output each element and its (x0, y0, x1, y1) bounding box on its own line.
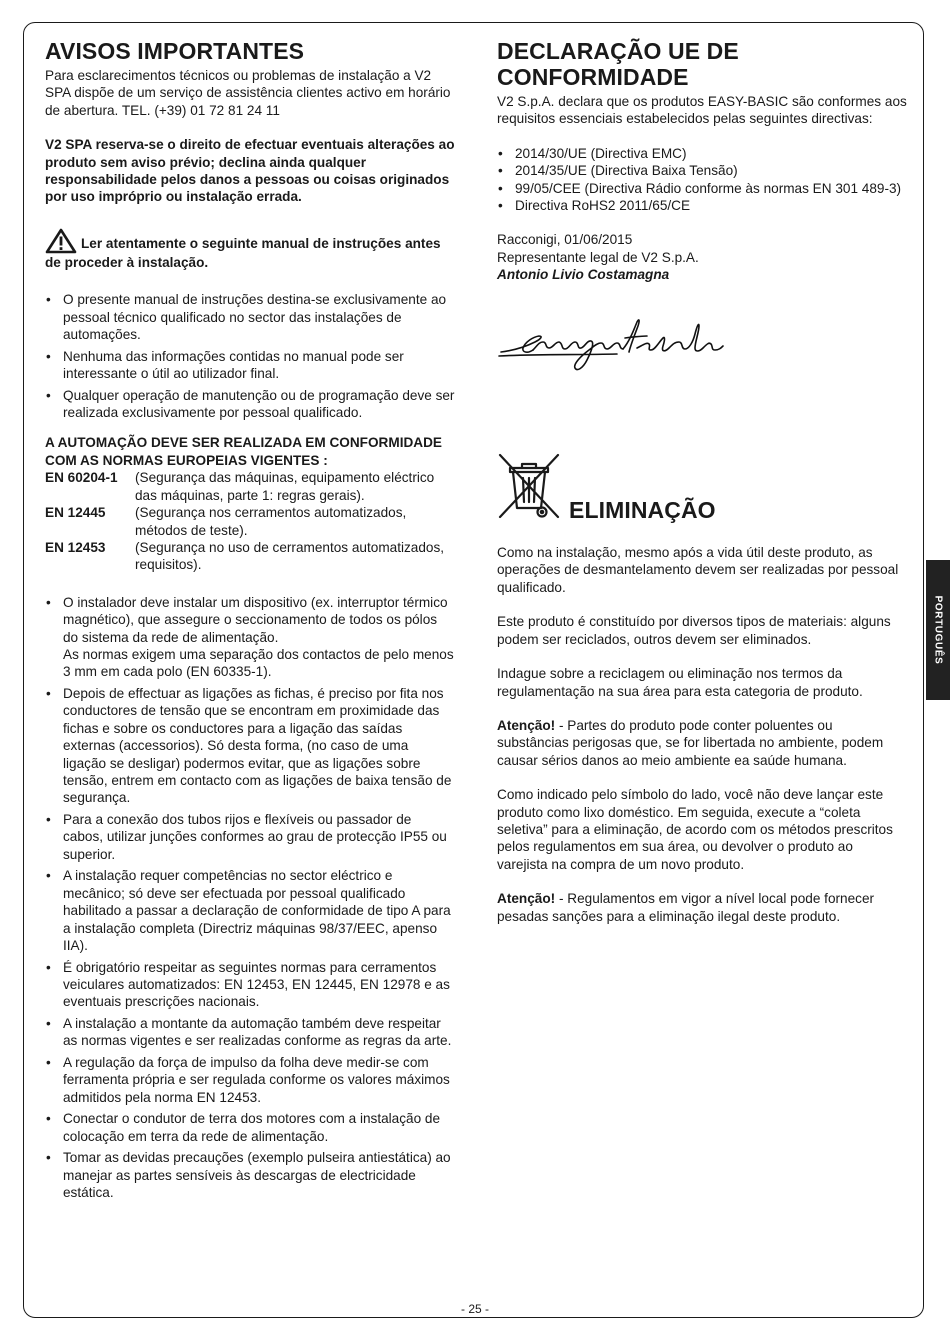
norms-title: A AUTOMAÇÃO DEVE SER REALIZADA EM CONFORMIDADE COM AS NORMAS EUROPEIAS VIGENTES : (45, 435, 442, 468)
bullet-list-2 (45, 594, 455, 1202)
bullet-item: • A instalação a montante da automação também deve respeitar as normas vigentes e ser realizadas conforme as regras da arte. (45, 1015, 455, 1050)
bullet-item: • Tomar as devidas precauções (exemplo pulseira antiestática) ao manejar as partes sensíveis às descargas de electricidade estática. (45, 1149, 455, 1201)
representative-name: Antonio Livio Costamagna (497, 267, 670, 283)
declaration-title: DECLARAÇÃO UE DE CONFORMIDADE (497, 38, 739, 90)
directive-item: • Directiva RoHS2 2011/65/CE (497, 197, 907, 214)
intro-paragraph: Para esclarecimentos técnicos ou problemas de instalação a V2 SPA dispõe de um serviço de assistência clientes activo em horário de abertura. TEL. (+39) 01 72 81 24 11 (45, 68, 451, 118)
elimination-paragraph-4 (497, 717, 907, 769)
elimination-header (497, 452, 907, 524)
avisos-title: AVISOS IMPORTANTES (45, 38, 305, 64)
bullet-item: • Conectar o condutor de terra dos motores com a instalação de colocação em terra da rede de alimentação. (45, 1110, 455, 1145)
bullet-item: • É obrigatório respeitar as seguintes normas para cerramentos veiculares automatizados: EN 12453, EN 12445, EN 12978 e as eventuais prescrições nacionais. (45, 959, 455, 1011)
elimination-paragraph-5: Como indicado pelo símbolo do lado, você não deve lançar este produto como lixo doméstico. Em seguida, execute a “coleta seletiva” para a eliminação, de acordo com os métodos prescritos pelos regulamentos em sua área, ou devolver o produto ao varejista na compra de um novo produto. (497, 787, 893, 872)
warning-notice (45, 228, 455, 271)
norm-row (45, 539, 455, 574)
elimination-paragraph-6-text: - Regulamentos em vigor a nível local pode fornecer pesadas sanções para a eliminação ilegal deste produto. (497, 891, 875, 924)
bullet-item: • A regulação da força de impulso da folha deve medir-se com ferramenta própria e ser regulada conforme os valores máximos admitidos pela norma EN 12453. (45, 1054, 455, 1106)
reserve-paragraph: V2 SPA reserva-se o direito de efectuar eventuais alterações ao produto sem aviso prévio; declina ainda qualquer responsabilidade pelos danos a pessoas ou coisas originados por uso impróprio ou instalação errada. (45, 137, 455, 205)
directive-item: • 99/05/CEE (Directiva Rádio conforme às normas EN 301 489-3) (497, 180, 907, 197)
bullet-item: • Nenhuma das informações contidas no manual pode ser interessante o útil ao utilizador final. (45, 348, 455, 383)
page-number: - 25 - (460, 1302, 489, 1316)
attention-label: Atenção! (497, 717, 556, 733)
directive-item: • 2014/35/UE (Directiva Baixa Tensão) (497, 162, 907, 179)
elimination-paragraph-6 (497, 890, 907, 925)
language-side-tab (926, 560, 950, 700)
norm-code: EN 12445 (45, 505, 106, 521)
norm-row (45, 469, 455, 504)
norm-description: (Segurança nos cerramentos automatizados, métodos de teste). (135, 505, 407, 538)
elimination-paragraph-3: Indague sobre a reciclagem ou eliminação nos termos da regulamentação na sua área para esta categoria de produto. (497, 666, 863, 699)
elimination-paragraph-1: Como na instalação, mesmo após a vida útil deste produto, as operações de desmantelamento devem ser realizadas por pessoal qualificado. (497, 545, 899, 595)
bullet-item: • A instalação requer competências no sector eléctrico e mecânico; só deve ser efectuada por pessoal qualificado habilitado a passar a declaração de conformidade de tipo A para a instalação completa (Directriz máquinas 98/37/EEC, apenso IIA). (45, 867, 455, 954)
bullet-item: • Para a conexão dos tubos rijos e flexíveis ou passador de cabos, utilizar junções conformes ao grau de protecção IP55 ou superior. (45, 811, 455, 863)
directive-item: • 2014/30/UE (Directiva EMC) (497, 145, 907, 162)
elimination-title: ELIMINAÇÃO (569, 497, 716, 524)
right-column (497, 38, 907, 925)
bullet-list-1 (45, 291, 455, 421)
bullet-item: • O instalador deve instalar um dispositivo (ex. interruptor térmico magnético), que assegure o seccionamento de todos os pólos do sistema da rede de alimentação. As normas exigem uma separação dos contactos de pelo menos 3 mm em cada polo (EN 60335-1). (45, 594, 455, 681)
bullet-item: • O presente manual de instruções destina-se exclusivamente ao pessoal técnico qualificado no sector das instalações de automações. (45, 291, 455, 343)
elimination-paragraph-2: Este produto é constituído por diversos tipos de materiais: alguns podem ser reciclados, outros devem ser eliminados. (497, 614, 891, 647)
bullet-item: • Qualquer operação de manutenção ou de programação deve ser realizada exclusivamente por pessoal qualificado. (45, 387, 455, 422)
directives-list (497, 145, 907, 215)
norm-description: (Segurança das máquinas, equipamento eléctrico das máquinas, parte 1: regras gerais). (135, 470, 435, 503)
norm-code: EN 60204-1 (45, 470, 118, 486)
warning-triangle-icon (45, 228, 77, 254)
place-date: Racconigi, 01/06/2015 (497, 232, 633, 248)
representative-title: Representante legal de V2 S.p.A. (497, 249, 699, 265)
bullet-item: • Depois de effectuar as ligações as fichas, é preciso por fita nos conductores de tensão que se encontram em proximidade das fichas e sobre os conductores para a ligação das saídas externas (accessorios). Só desta forma, (no caso de uma ligação se desligar) podermos evitar, que as ligações sobre tensão, entrem em contacto com as ligações de baixa tensão de segurança. (45, 685, 455, 807)
left-column (45, 38, 455, 1206)
warning-text: Ler atentamente o seguinte manual de instruções antes de proceder à instalação. (45, 235, 441, 270)
elimination-paragraph-4-text: - Partes do produto pode conter poluentes ou substâncias perigosas que, se for libertada no ambiente, podem causar sérios danos ao meio ambiente ea saúde humana. (497, 717, 884, 768)
attention-label-2: Atenção! (497, 891, 556, 907)
norm-code: EN 12453 (45, 539, 106, 555)
declaration-intro: V2 S.p.A. declara que os produtos EASY-BASIC são conformes aos requisitos essenciais estabelecidos pelas seguintes directivas: (497, 94, 907, 127)
norms-table (45, 469, 455, 573)
signature (497, 312, 907, 378)
norm-row (45, 504, 455, 539)
language-label: PORTUGUÊS (932, 595, 944, 665)
norm-description: (Segurança no uso de cerramentos automatizados, requisitos). (135, 539, 445, 573)
crossed-out-bin-icon (497, 452, 561, 520)
